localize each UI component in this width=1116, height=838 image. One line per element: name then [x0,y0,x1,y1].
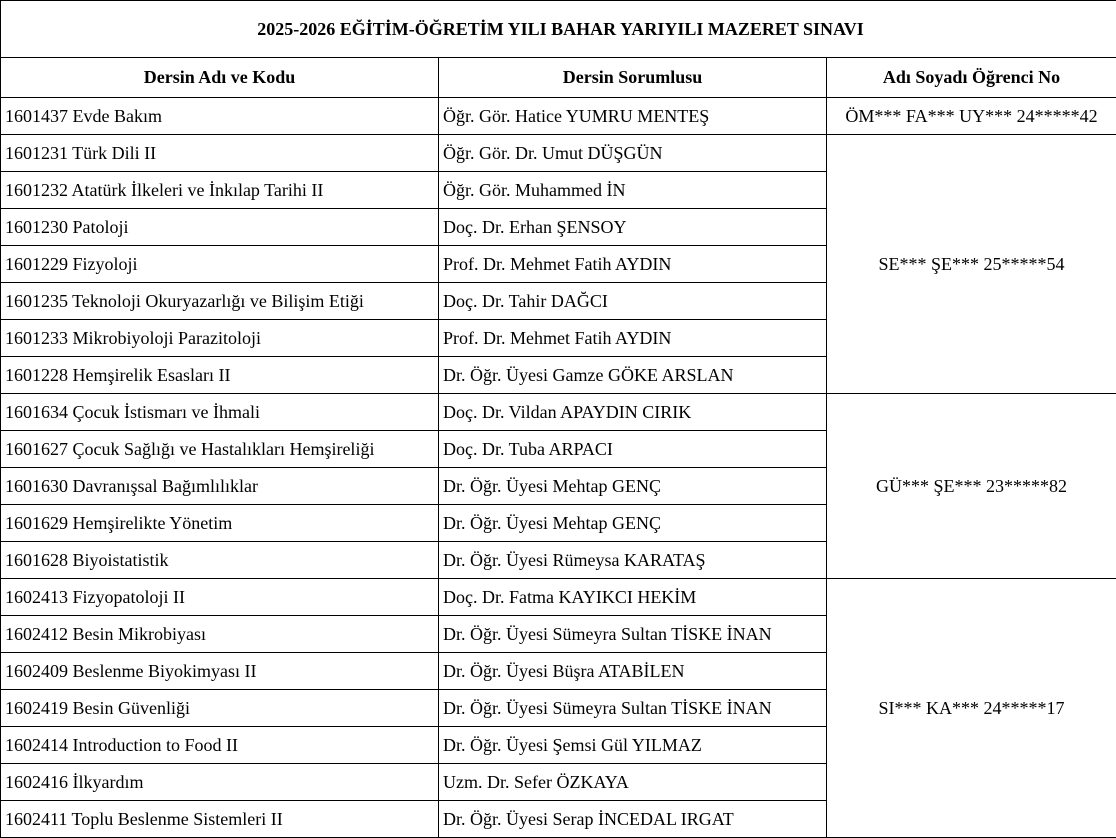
header-student: Adı Soyadı Öğrenci No [827,58,1116,98]
header-row [1,58,1116,98]
instructor-cell: Doç. Dr. Tuba ARPACI [439,431,827,468]
course-cell: 1601228 Hemşirelik Esasları II [1,357,439,394]
course-cell: 1602411 Toplu Beslenme Sistemleri II [1,801,439,838]
table-title: 2025-2026 EĞİTİM-ÖĞRETİM YILI BAHAR YARIYILI MAZERET SINAVI [1,1,1116,58]
course-cell: 1601231 Türk Dili II [1,135,439,172]
instructor-cell: Dr. Öğr. Üyesi Sümeyra Sultan TİSKE İNAN [439,616,827,653]
course-cell: 1601627 Çocuk Sağlığı ve Hastalıkları Hemşireliği [1,431,439,468]
course-cell: 1601634 Çocuk İstismarı ve İhmali [1,394,439,431]
course-cell: 1602416 İlkyardım [1,764,439,801]
student-cell: GÜ*** ŞE*** 23*****82 [827,394,1116,579]
student-cell: SI*** KA*** 24*****17 [827,579,1116,838]
instructor-cell: Prof. Dr. Mehmet Fatih AYDIN [439,246,827,283]
table-row [1,579,1116,616]
instructor-cell: Dr. Öğr. Üyesi Rümeysa KARATAŞ [439,542,827,579]
header-instructor: Dersin Sorumlusu [439,58,827,98]
student-cell: ÖM*** FA*** UY*** 24*****42 [827,98,1116,135]
title-row [1,1,1116,58]
instructor-cell: Uzm. Dr. Sefer ÖZKAYA [439,764,827,801]
table-row [1,135,1116,172]
course-cell: 1602413 Fizyopatoloji II [1,579,439,616]
table-row [1,394,1116,431]
course-cell: 1601629 Hemşirelikte Yönetim [1,505,439,542]
course-cell: 1601437 Evde Bakım [1,98,439,135]
course-cell: 1601232 Atatürk İlkeleri ve İnkılap Tarihi II [1,172,439,209]
instructor-cell: Dr. Öğr. Üyesi Mehtap GENÇ [439,468,827,505]
course-cell: 1601230 Patoloji [1,209,439,246]
instructor-cell: Öğr. Gör. Dr. Umut DÜŞGÜN [439,135,827,172]
table-row [1,98,1116,135]
instructor-cell: Dr. Öğr. Üyesi Şemsi Gül YILMAZ [439,727,827,764]
instructor-cell: Öğr. Gör. Muhammed İN [439,172,827,209]
instructor-cell: Doç. Dr. Tahir DAĞCI [439,283,827,320]
instructor-cell: Öğr. Gör. Hatice YUMRU MENTEŞ [439,98,827,135]
course-cell: 1601235 Teknoloji Okuryazarlığı ve Bilişim Etiği [1,283,439,320]
instructor-cell: Dr. Öğr. Üyesi Büşra ATABİLEN [439,653,827,690]
instructor-cell: Dr. Öğr. Üyesi Gamze GÖKE ARSLAN [439,357,827,394]
course-cell: 1602414 Introduction to Food II [1,727,439,764]
instructor-cell: Prof. Dr. Mehmet Fatih AYDIN [439,320,827,357]
course-cell: 1602412 Besin Mikrobiyası [1,616,439,653]
course-cell: 1601229 Fizyoloji [1,246,439,283]
instructor-cell: Dr. Öğr. Üyesi Mehtap GENÇ [439,505,827,542]
instructor-cell: Doç. Dr. Fatma KAYIKCI HEKİM [439,579,827,616]
course-cell: 1601630 Davranışsal Bağımlılıklar [1,468,439,505]
student-cell: SE*** ŞE*** 25*****54 [827,135,1116,394]
course-cell: 1601628 Biyoistatistik [1,542,439,579]
course-cell: 1602419 Besin Güvenliği [1,690,439,727]
instructor-cell: Doç. Dr. Vildan APAYDIN CIRIK [439,394,827,431]
instructor-cell: Dr. Öğr. Üyesi Serap İNCEDAL IRGAT [439,801,827,838]
course-cell: 1602409 Beslenme Biyokimyası II [1,653,439,690]
course-cell: 1601233 Mikrobiyoloji Parazitoloji [1,320,439,357]
header-course: Dersin Adı ve Kodu [1,58,439,98]
instructor-cell: Doç. Dr. Erhan ŞENSOY [439,209,827,246]
instructor-cell: Dr. Öğr. Üyesi Sümeyra Sultan TİSKE İNAN [439,690,827,727]
